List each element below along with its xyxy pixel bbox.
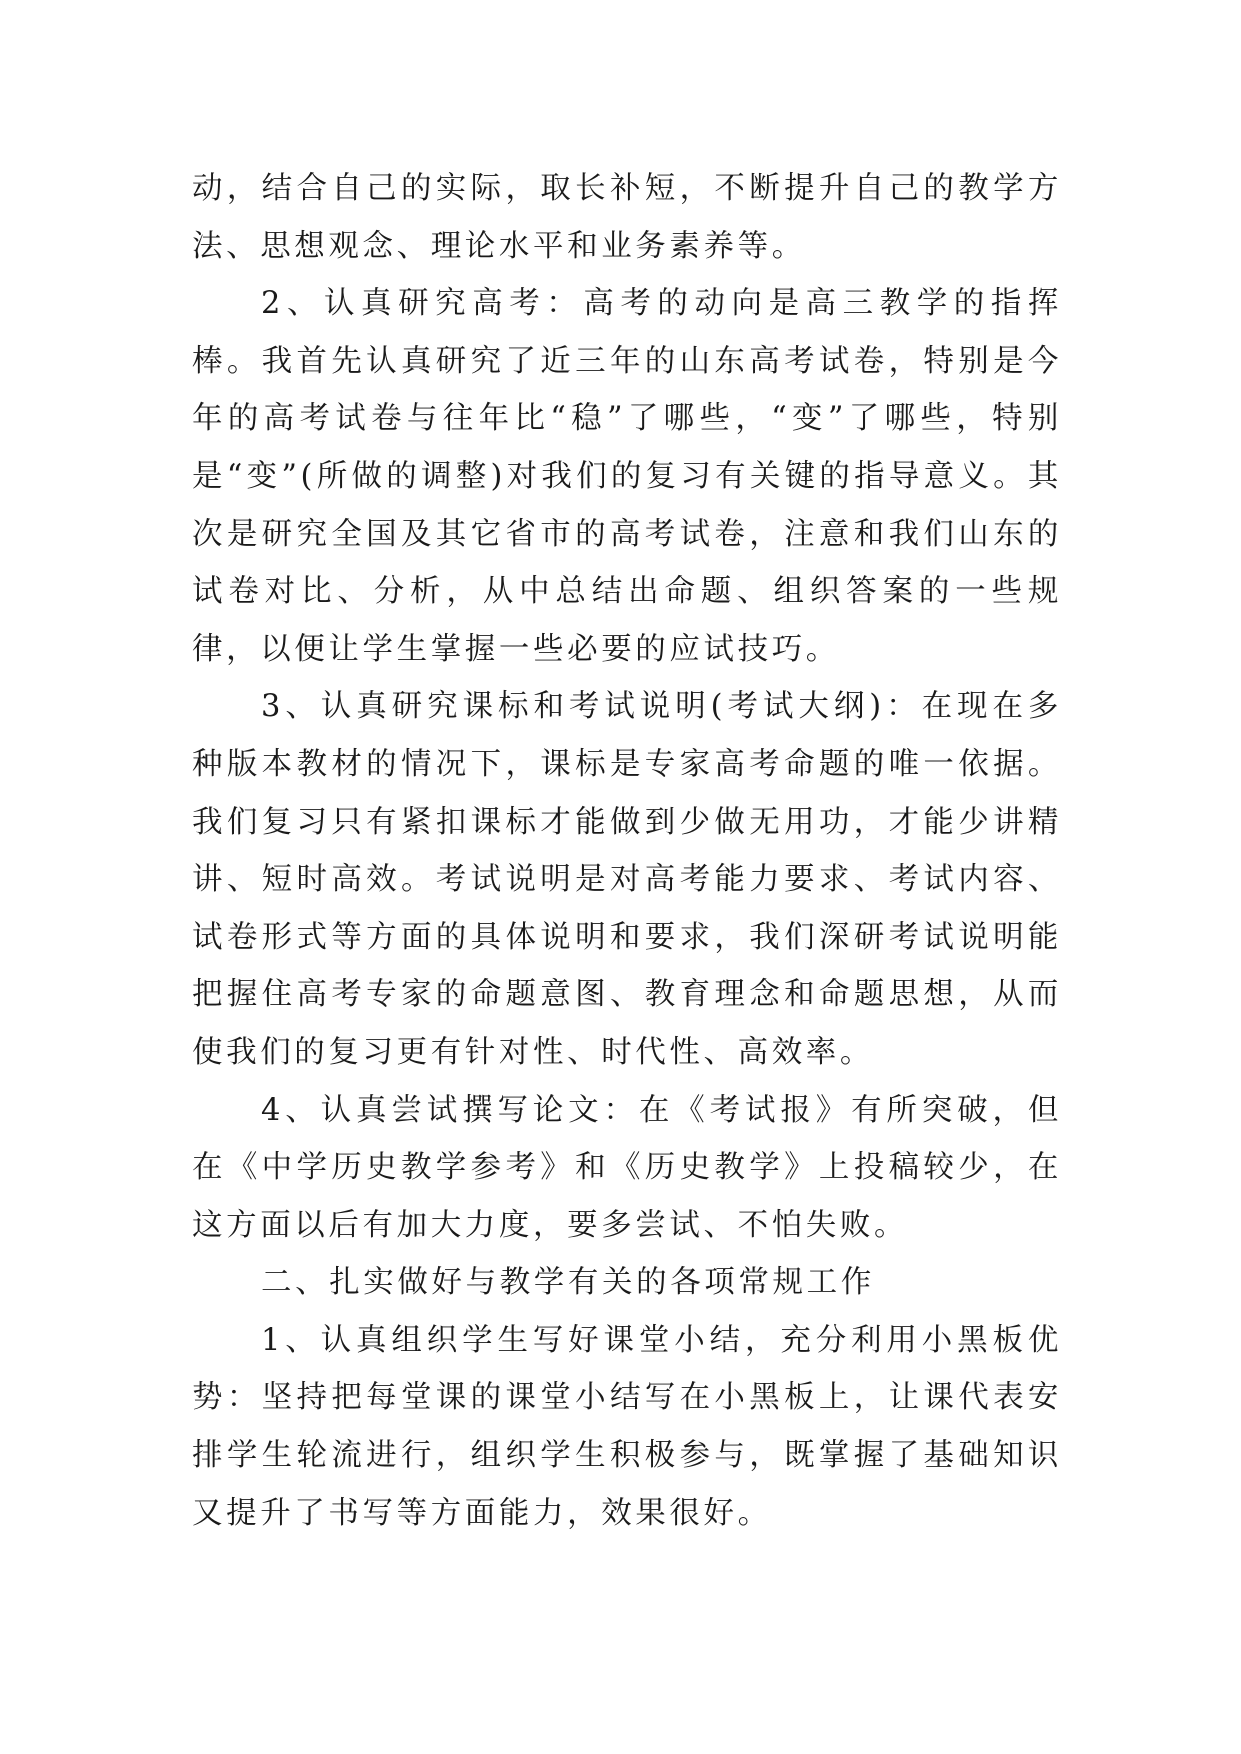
paragraph-continuation: 动，结合自己的实际，取长补短，不断提升自己的教学方法、思想观念、理论水平和业务素养等。 <box>192 171 1062 264</box>
paragraph-study-gaokao: 2、认真研究高考：高考的动向是高三教学的指挥棒。我首先认真研究了近三年的山东高考试卷，特别是今年的高考试卷与往年比“稳”了哪些，“变”了哪些，特别是“变”(所做的调整)对我们的复习有关键的指导意义。其次是研究全国及其它省市的高考试卷，注意和我们山东的试卷对比、分析，从中总结出命题、组织答案的一些规律，以便让学生掌握一些必要的应试技巧。 <box>192 286 1062 667</box>
section-heading-routine-work: 二、扎实做好与教学有关的各项常规工作 <box>261 1265 875 1301</box>
paragraph-study-curriculum: 3、认真研究课标和考试说明(考试大纲)：在现在多种版本教材的情况下，课标是专家高考命题的唯一依据。我们复习只有紧扣课标才能做到少做无用功，才能少讲精讲、短时高效。考试说明是对高考能力要求、考试内容、试卷形式等方面的具体说明和要求，我们深研考试说明能把握住高考专家的命题意图、教育理念和命题思想，从而使我们的复习更有针对性、时代性、高效率。 <box>192 689 1062 1070</box>
paragraph-write-papers: 4、认真尝试撰写论文：在《考试报》有所突破，但在《中学历史教学参考》和《历史教学》上投稿较少，在这方面以后有加大力度，要多尝试、不怕失败。 <box>192 1092 1062 1243</box>
paragraph-class-summary: 1、认真组织学生写好课堂小结，充分利用小黑板优势：坚持把每堂课的课堂小结写在小黑板上，让课代表安排学生轮流进行，组织学生积极参与，既掌握了基础知识又提升了书写等方面能力，效果很好。 <box>192 1322 1062 1531</box>
document-body <box>192 160 1062 1542</box>
